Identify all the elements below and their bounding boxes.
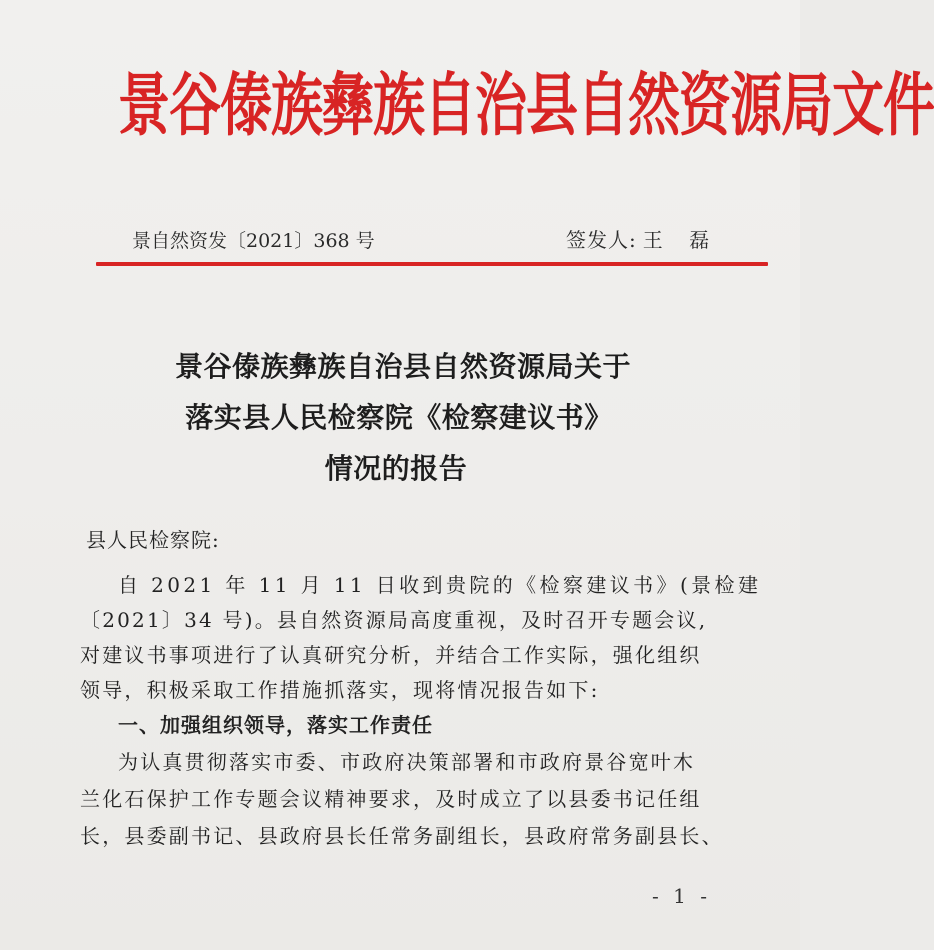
page-number: - 1 -	[652, 884, 711, 908]
salutation: 县人民检察院:	[86, 528, 220, 552]
signer-block	[566, 224, 719, 253]
body-text-line: 兰化石保护工作专题会议精神要求，及时成立了以县委书记任组	[80, 787, 702, 811]
red-divider-rule	[96, 262, 768, 266]
report-title-line-3: 情况的报告	[324, 452, 468, 485]
body-text-line: 为认真贯彻落实市委、市政府决策部署和市政府景谷宽叶木	[118, 750, 696, 774]
body-text-line: 〔2021〕34 号)。县自然资源局高度重视，及时召开专题会议,	[80, 608, 708, 632]
signer-label: 签发人:	[566, 228, 637, 252]
report-title-line-1: 景谷傣族彝族自治县自然资源局关于	[174, 350, 631, 383]
body-text-line: 长，县委副书记、县政府县长任常务副组长，县政府常务副县长、	[80, 824, 724, 848]
body-text-line: 对建议书事项进行了认真研究分析，并结合工作实际，强化组织	[80, 643, 702, 667]
document-masthead: 景谷傣族彝族自治县自然资源局文件	[118, 65, 934, 146]
document-number: 景自然资发〔2021〕368 号	[132, 230, 375, 252]
signer-name: 王 磊	[642, 228, 720, 252]
body-text-line: 自 2021 年 11 月 11 日收到贵院的《检察建议书》(景检建	[118, 573, 762, 597]
section-heading: 一、加强组织领导，落实工作责任	[118, 713, 433, 737]
body-text-line: 领导，积极采取工作措施抓落实，现将情况报告如下:	[80, 678, 600, 702]
report-title-line-2: 落实县人民检察院《检察建议书》	[185, 401, 613, 434]
